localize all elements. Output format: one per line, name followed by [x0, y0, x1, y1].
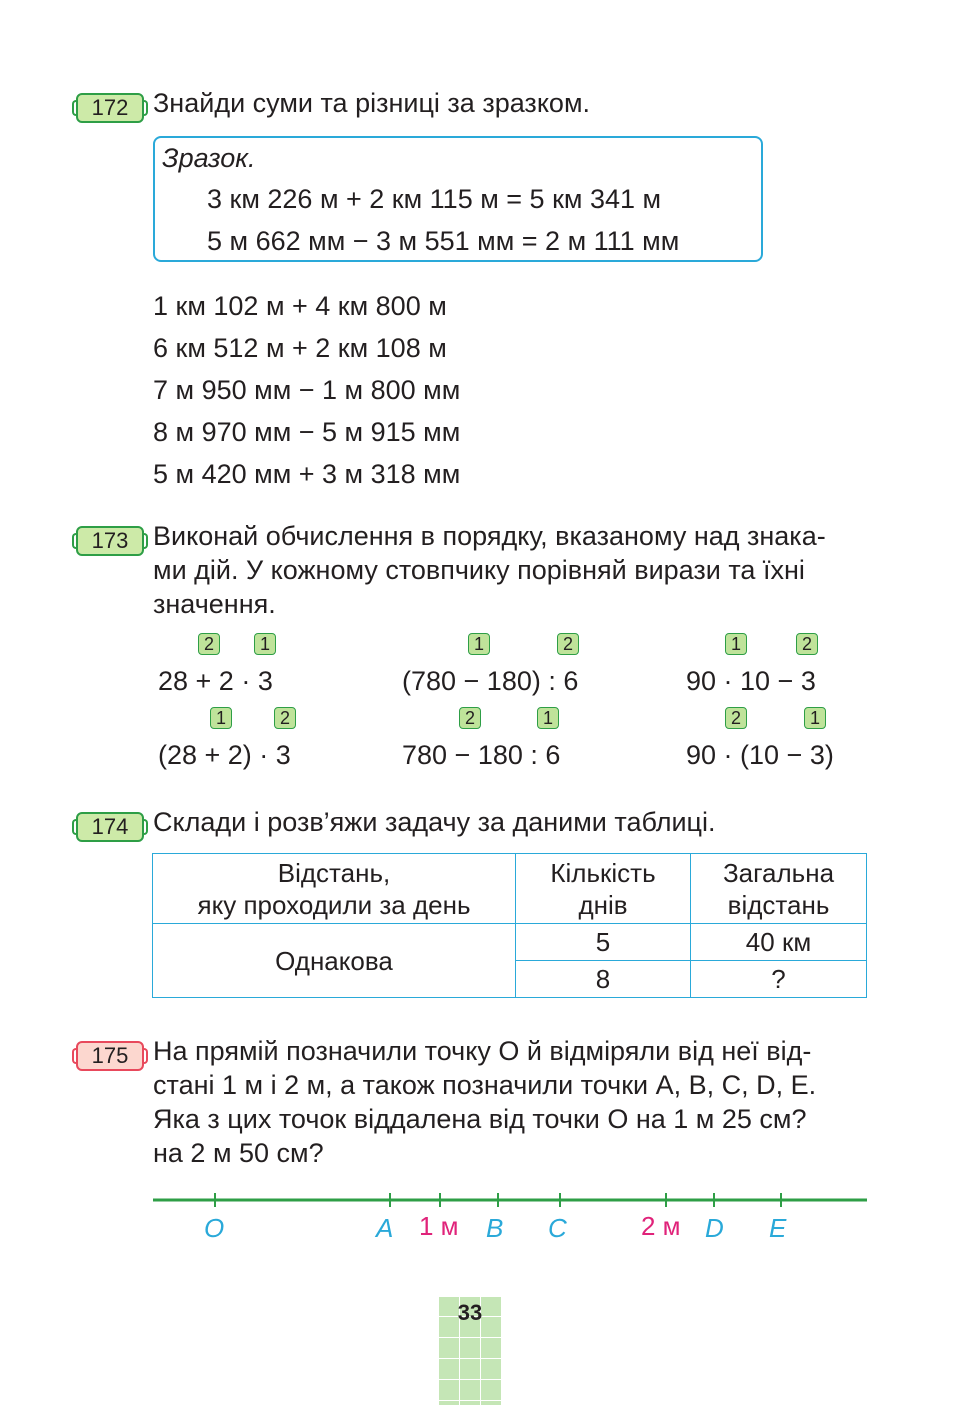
expression-line: 7 м 950 мм − 1 м 800 мм	[153, 375, 461, 405]
expression: 90 · (10 − 3)	[686, 740, 834, 770]
expression-line: 6 км 512 м + 2 км 108 м	[153, 333, 447, 363]
step-order-marker: 1	[804, 707, 826, 729]
step-order-marker: 2	[725, 707, 747, 729]
header-text: Відстань,	[277, 857, 391, 888]
header-text: днів	[578, 889, 628, 920]
step-order-marker: 1	[537, 707, 559, 729]
step-order-marker: 1	[254, 633, 276, 655]
sample-line: 5 м 662 мм − 3 м 551 мм = 2 м 111 мм	[207, 226, 680, 256]
exercise-173-task-line: Виконай обчислення в порядку, вказаному над знака-	[153, 521, 826, 551]
table-cell: 8	[516, 961, 691, 998]
expression: 90 · 10 − 3	[686, 666, 816, 696]
sample-label: Зразок.	[162, 143, 256, 173]
step-order-marker: 2	[198, 633, 220, 655]
expression: 780 − 180 : 6	[402, 740, 561, 770]
table-cell: ?	[691, 961, 867, 998]
expression: (780 − 180) : 6	[402, 666, 579, 696]
exercise-175-task-line: на 2 м 50 см?	[153, 1138, 324, 1168]
exercise-174-task: Склади і розв’яжи задачу за даними таблиці.	[153, 807, 716, 837]
point-label: D	[705, 1213, 724, 1243]
step-order-marker: 1	[468, 633, 490, 655]
exercise-175-task-line: Яка з цих точок віддалена від точки O на 1 м 25 см?	[153, 1104, 807, 1134]
header-text: Кількість	[550, 857, 656, 888]
row-label-cell: Однакова	[153, 924, 516, 998]
exercise-175-task-line: На прямій позначили точку O й відміряли від неї від-	[153, 1036, 812, 1066]
point-label: E	[769, 1213, 787, 1243]
unit-mark: 1 м	[419, 1211, 459, 1241]
step-order-marker: 1	[725, 633, 747, 655]
page-number-box	[438, 1297, 502, 1405]
expression: 28 + 2 · 3	[158, 666, 273, 696]
point-label: A	[376, 1213, 394, 1243]
point-label: B	[486, 1213, 504, 1243]
step-order-marker: 2	[557, 633, 579, 655]
header-text: яку проходили за день	[197, 889, 471, 920]
expression-line: 5 м 420 мм + 3 м 318 мм	[153, 459, 461, 489]
exercise-175-task-line: стані 1 м і 2 м, а також позначили точки A, B, C, D, E.	[153, 1070, 817, 1100]
exercise-172-task: Знайди суми та різниці за зразком.	[153, 88, 591, 118]
step-order-marker: 2	[274, 707, 296, 729]
step-order-marker: 2	[459, 707, 481, 729]
expression: (28 + 2) · 3	[158, 740, 291, 770]
page-number: 33	[457, 1300, 483, 1325]
point-label: C	[548, 1213, 567, 1243]
header-text: відстань	[727, 889, 830, 920]
sample-line: 3 км 226 м + 2 км 115 м = 5 км 341 м	[207, 184, 662, 214]
expression-line: 8 м 970 мм − 5 м 915 мм	[153, 417, 461, 447]
exercise-number-badge: 174	[76, 812, 144, 842]
step-order-marker: 2	[796, 633, 818, 655]
point-label: O	[204, 1213, 225, 1243]
exercise-173-task-line: значення.	[153, 589, 276, 619]
exercise-173-task-line: ми дій. У кожному стовпчику порівняй вирази та їхні	[153, 555, 805, 585]
table-cell: 40 км	[691, 924, 867, 961]
exercise-number-badge: 175	[76, 1041, 144, 1071]
step-order-marker: 1	[210, 707, 232, 729]
expression-line: 1 км 102 м + 4 км 800 м	[153, 291, 447, 321]
unit-mark: 2 м	[641, 1211, 681, 1241]
exercise-number-badge: 173	[76, 526, 144, 556]
table-cell: 5	[516, 924, 691, 961]
exercise-number-badge: 172	[76, 93, 144, 123]
header-text: Загальна	[722, 857, 835, 888]
